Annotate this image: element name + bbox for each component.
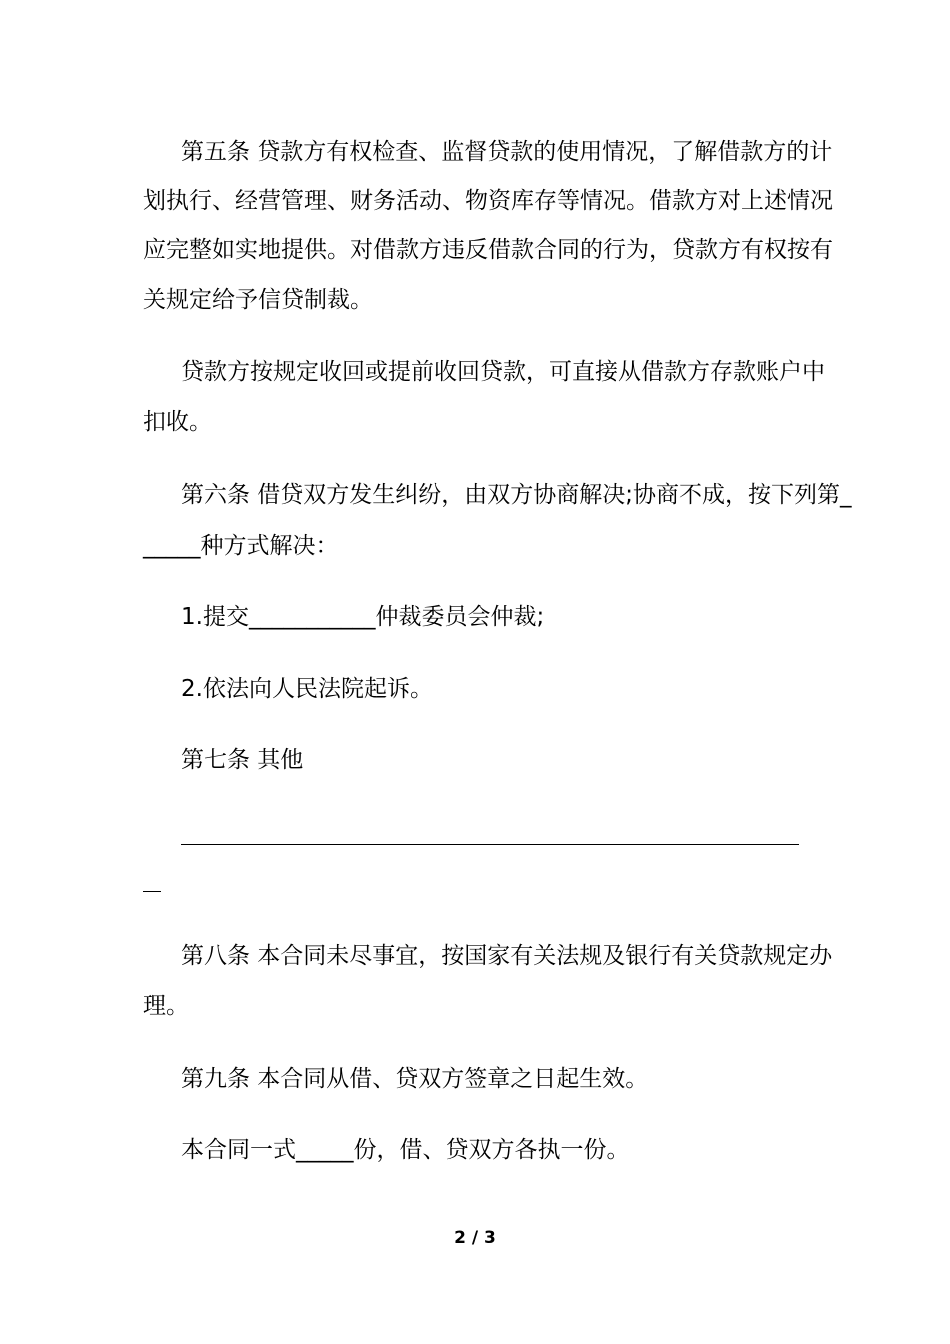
article-7: 第七条 其他 — [181, 747, 304, 773]
article-5-line-2: 划执行、经营管理、财务活动、物资库存等情况。借款方对上述情况 — [143, 188, 833, 214]
option-1: 1.提交___________仲裁委员会仲裁; — [181, 604, 545, 630]
recovery-line-1: 贷款方按规定收回或提前收回贷款，可直接从借款方存款账户中 — [181, 359, 825, 385]
page-number: 2 / 3 — [454, 1228, 496, 1248]
blank-fill-line-continuation — [143, 891, 161, 892]
article-8-line-1: 第八条 本合同未尽事宜，按国家有关法规及银行有关贷款规定办 — [181, 943, 833, 969]
copies-clause: 本合同一式_____份，借、贷双方各执一份。 — [181, 1137, 630, 1163]
article-5-line-4: 关规定给予信贷制裁。 — [143, 287, 373, 313]
option-2: 2.依法向人民法院起诉。 — [181, 676, 433, 702]
article-5-line-3: 应完整如实地提供。对借款方违反借款合同的行为，贷款方有权按有 — [143, 237, 833, 263]
article-6-line-2: _____种方式解决： — [143, 533, 339, 559]
article-5-line-1: 第五条 贷款方有权检查、监督贷款的使用情况，了解借款方的计 — [181, 139, 833, 165]
article-6-line-1: 第六条 借贷双方发生纠纷，由双方协商解决;协商不成，按下列第_ — [181, 482, 852, 508]
blank-fill-line — [181, 844, 799, 845]
article-9: 第九条 本合同从借、贷双方签章之日起生效。 — [181, 1066, 649, 1092]
recovery-line-2: 扣收。 — [143, 409, 212, 435]
article-8-line-2: 理。 — [143, 993, 189, 1019]
